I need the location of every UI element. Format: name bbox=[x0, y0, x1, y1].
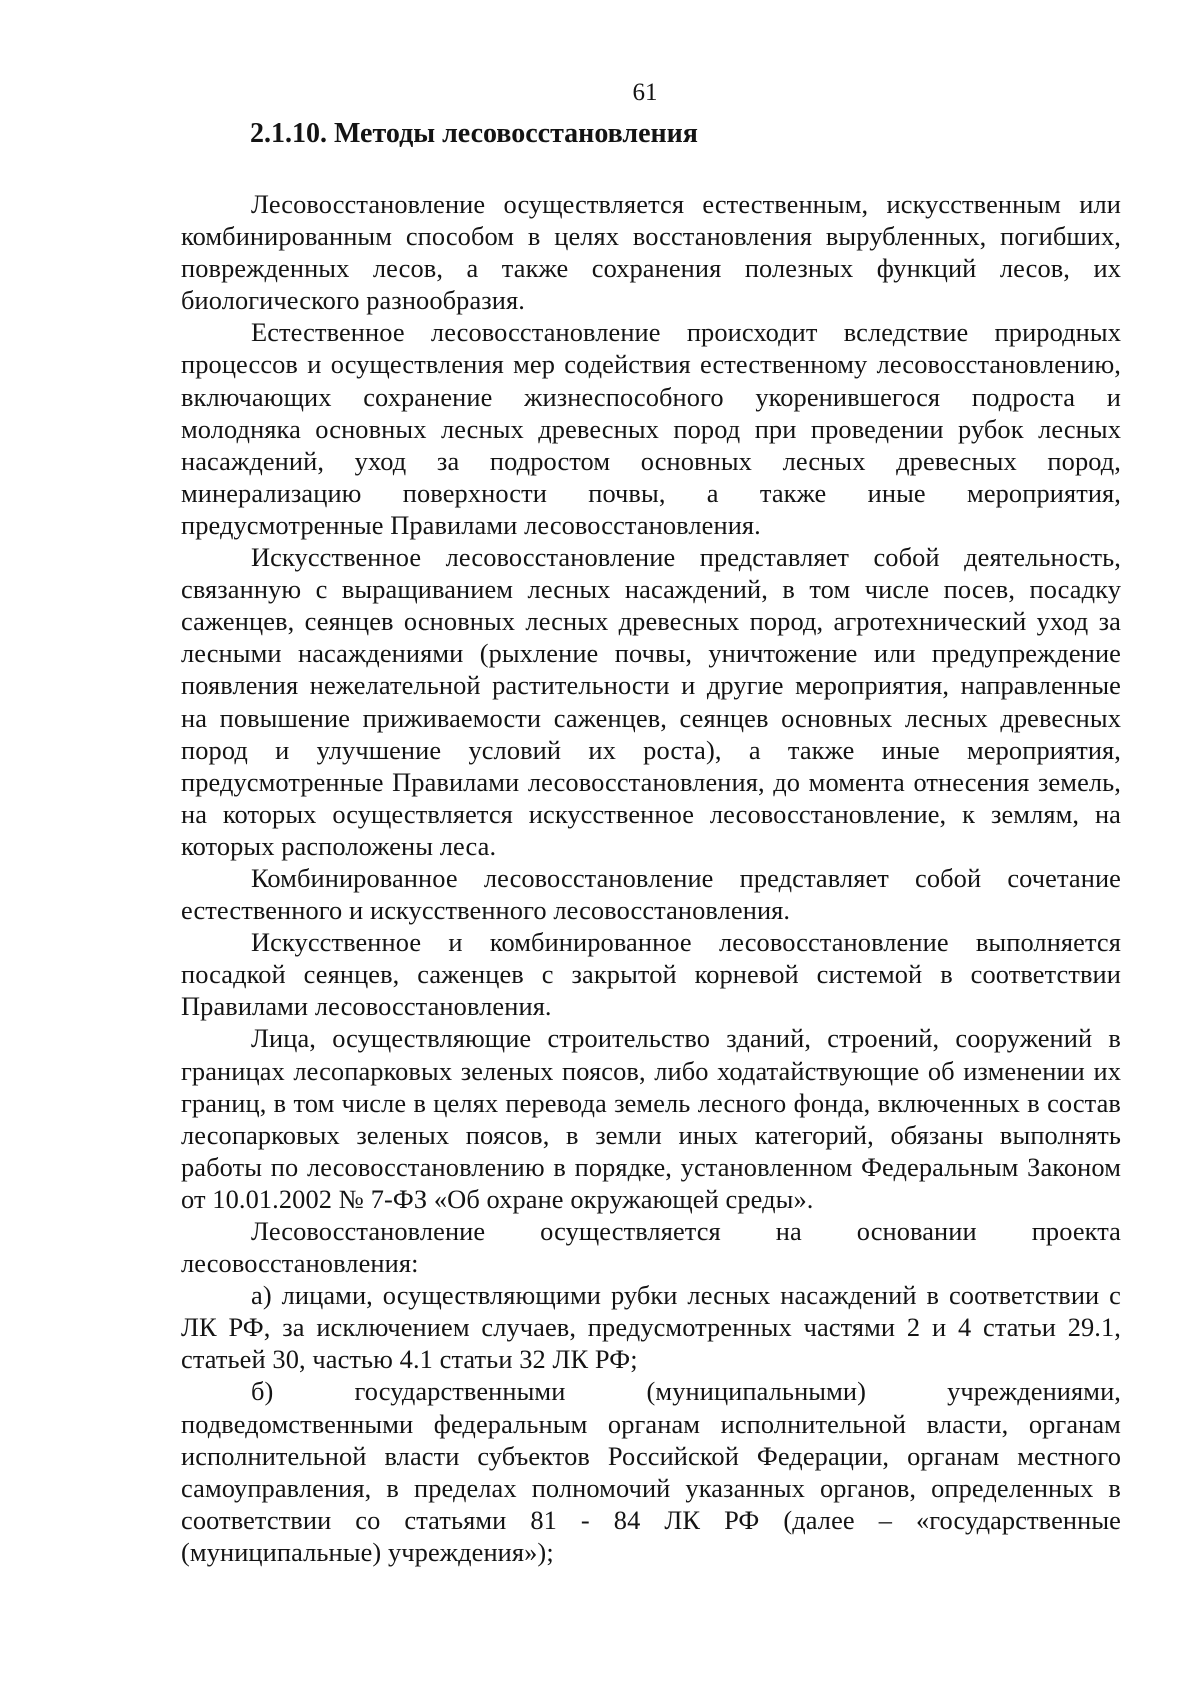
page-number: 61 bbox=[632, 79, 658, 106]
paragraph-planting-seedlings: Искусственное и комбинированное лесовосстановление выполняется посадкой сеянцев, саженцев с закрытой корневой системой в соответствии Правилами лесовосстановления. bbox=[181, 927, 1121, 1022]
paragraph-green-belts: Лица, осуществляющие строительство зданий, строений, сооружений в границах лесопарковых зеленых поясов, либо ходатайствующие об изменении их границ, в том числе в целях перевода земель лесного фонда, включенных в состав лесопарковых зеленых поясов, в земли иных категорий, обязаны выполнять работы по лесовосстановлению в порядке, установленном Федеральным Законом от 10.01.2002 № 7-ФЗ «Об охране окружающей среды». bbox=[181, 1023, 1121, 1214]
paragraph-artificial-reforestation: Искусственное лесовосстановление представляет собой деятельность, связанную с выращиванием лесных насаждений, в том числе посев, посадку саженцев, сеянцев основных лесных древесных пород, агротехнический уход за лесными насаждениями (рыхление почвы, уничтожение или предупреждение появления нежелательной растительности и другие мероприятия, направленные на повышение приживаемости саженцев, сеянцев основных лесных древесных пород и улучшение условий их роста), а также иные мероприятия, предусмотренные Правилами лесовосстановления, до момента отнесения земель, на которых осуществляется искусственное лесовосстановление, к землям, на которых расположены леса. bbox=[181, 542, 1121, 861]
paragraph-reforestation-methods: Лесовосстановление осуществляется естественным, искусственным или комбинированным способом в целях восстановления вырубленных, погибших, поврежденных лесов, а также сохранения полезных функций лесов, их биологического разнообразия. bbox=[181, 189, 1121, 316]
paragraph-project-basis: Лесовосстановление осуществляется на основании проекта лесовосстановления: bbox=[181, 1216, 1121, 1279]
paragraph-natural-reforestation: Естественное лесовосстановление происходит вследствие природных процессов и осуществления мер содействия естественному лесовосстановлению, включающих сохранение жизнеспособного укоренившегося подроста и молодняка основных лесных древесных пород при проведении рубок лесных насаждений, уход за подростом основных лесных древесных пород, минерализацию поверхности почвы, а также иные мероприятия, предусмотренные Правилами лесовосстановления. bbox=[181, 317, 1121, 540]
paragraph-combined-reforestation: Комбинированное лесовосстановление представляет собой сочетание естественного и искусственного лесовосстановления. bbox=[181, 862, 1121, 926]
list-item-a: а) лицами, осуществляющими рубки лесных насаждений в соответствии с ЛК РФ, за исключением случаев, предусмотренных частями 2 и 4 статьи 29.1, статьей 30, частью 4.1 статьи 32 ЛК РФ; bbox=[181, 1280, 1121, 1375]
body-text bbox=[181, 188, 1121, 1568]
list-item-b: б) государственными (муниципальными) учреждениями, подведомственными федеральным органам исполнительной власти, органам исполнительной власти субъектов Российской Федерации, органам местного самоуправления, в пределах полномочий указанных органов, определенных в соответствии со статьями 81 - 84 ЛК РФ (далее – «государственные (муниципальные) учреждения»); bbox=[181, 1376, 1121, 1567]
section-heading: 2.1.10. Методы лесовосстановления bbox=[250, 118, 698, 149]
